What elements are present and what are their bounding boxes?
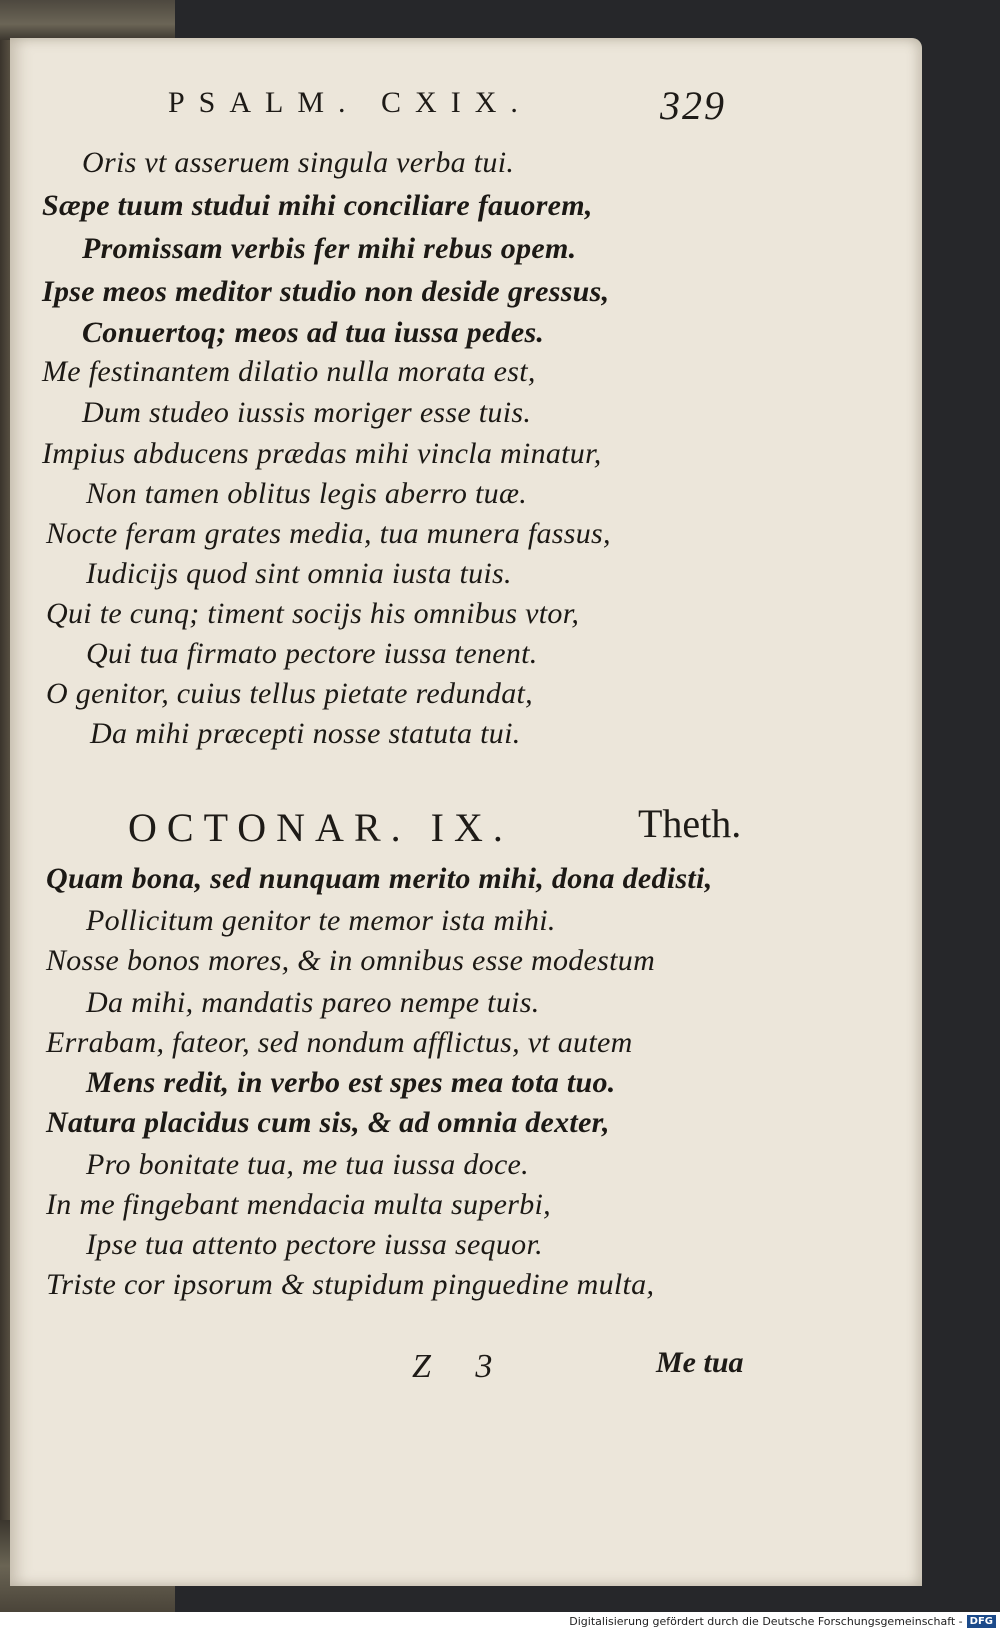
- verse-line: Non tamen oblitus legis aberro tuæ.: [86, 477, 528, 510]
- verse-line: Qui te cunq; timent socijs his omnibus vtor,: [46, 597, 580, 630]
- verse-line: Qui tua firmato pectore iussa tenent.: [86, 637, 538, 670]
- verse-line: In me fingebant mendacia multa superbi,: [46, 1188, 551, 1221]
- verse-line: Pollicitum genitor te memor ista mihi.: [86, 904, 556, 937]
- verse-line: Me festinantem dilatio nulla morata est,: [42, 355, 536, 388]
- verse-line: Ipse tua attento pectore iussa sequor.: [86, 1228, 543, 1261]
- verse-line: Promissam verbis fer mihi rebus opem.: [82, 232, 577, 265]
- binding-top-edge: [0, 0, 175, 40]
- verse-line: Sæpe tuum studui mihi conciliare fauorem,: [42, 189, 593, 222]
- verse-line: Nocte feram grates media, tua munera fassus,: [46, 517, 611, 550]
- running-header: PSALM. CXIX.: [168, 86, 532, 119]
- catchword: Me tua: [656, 1346, 744, 1379]
- section-letter: Theth.: [638, 801, 742, 846]
- digitization-footer: [569, 1613, 996, 1629]
- verse-line: Impius abducens prædas mihi vincla minatur,: [42, 437, 602, 470]
- verse-line: Oris vt asseruem singula verba tui.: [82, 146, 515, 179]
- footer-text: Digitalisierung gefördert durch die Deutsche Forschungsgemeinschaft -: [569, 1614, 963, 1628]
- verse-line: Da mihi, mandatis pareo nempe tuis.: [86, 986, 540, 1019]
- verse-line: Ipse meos meditor studio non deside gressus,: [42, 275, 610, 308]
- verse-line: Iudicijs quod sint omnia iusta tuis.: [86, 557, 512, 590]
- verse-line: Pro bonitate tua, me tua iussa doce.: [86, 1148, 529, 1181]
- verse-line: Mens redit, in verbo est spes mea tota tuo.: [86, 1066, 616, 1099]
- verse-line: Nosse bonos mores, & in omnibus esse modestum: [46, 944, 656, 977]
- verse-line: Quam bona, sed nunquam merito mihi, dona dedisti,: [46, 862, 713, 895]
- verse-line: Natura placidus cum sis, & ad omnia dexter,: [46, 1106, 610, 1139]
- dfg-logo-icon: DFG: [967, 1615, 996, 1628]
- verse-line: Da mihi præcepti nosse statuta tui.: [90, 717, 521, 750]
- page-number: 329: [660, 83, 726, 128]
- verse-line: O genitor, cuius tellus pietate redundat,: [46, 677, 533, 710]
- verse-line: Errabam, fateor, sed nondum afflictus, vt autem: [46, 1026, 633, 1059]
- verse-line: Conuertoq; meos ad tua iussa pedes.: [82, 316, 545, 349]
- verse-line: Triste cor ipsorum & stupidum pinguedine multa,: [46, 1268, 655, 1301]
- section-heading: OCTONAR. IX.: [128, 805, 513, 850]
- verse-line: Dum studeo iussis moriger esse tuis.: [82, 396, 532, 429]
- signature-mark: Z 3: [412, 1348, 511, 1385]
